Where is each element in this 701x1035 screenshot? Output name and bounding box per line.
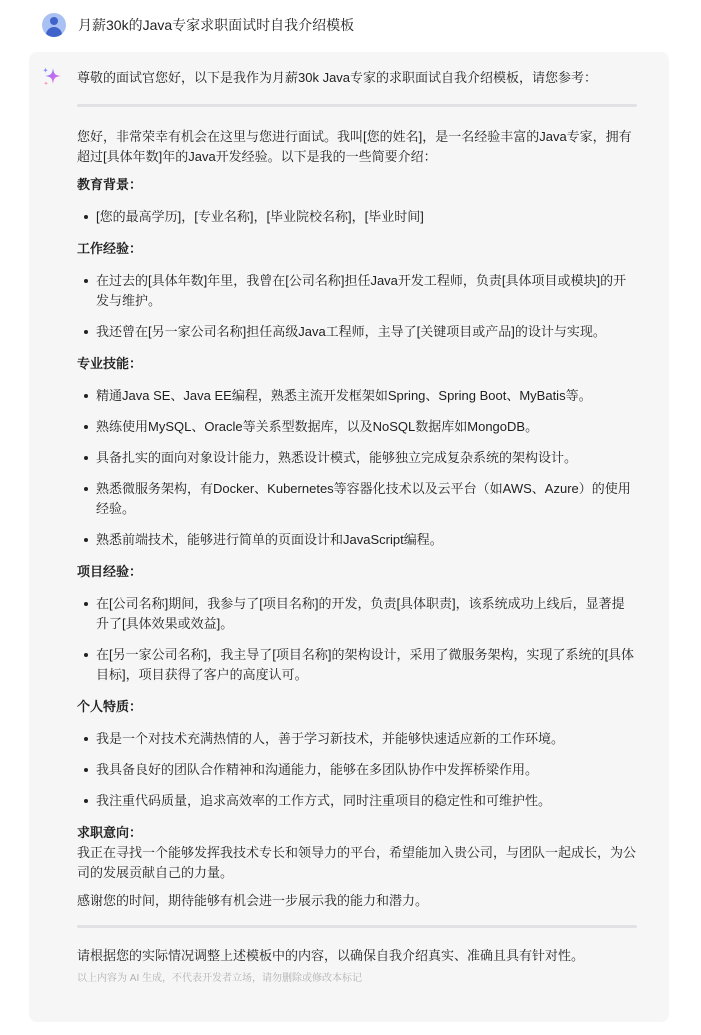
section-heading: 专业技能： [77,356,143,371]
bullet-list [77,594,637,685]
list-item: 熟悉前端技术，能够进行简单的页面设计和JavaScript编程。 [77,530,637,550]
section-experience [77,239,637,342]
list-item: 我是一个对技术充满热情的人，善于学习新技术，并能够快速适应新的工作环境。 [77,729,637,749]
list-item: 我具备良好的团队合作精神和沟通能力，能够在多团队协作中发挥桥梁作用。 [77,760,637,780]
answer-card [29,52,669,1022]
bullet-list [77,729,637,811]
list-item: 在[公司名称]期间，我参与了[项目名称]的开发，负责[具体职责]，该系统成功上线后，显著提升了[具体效果或效益]。 [77,594,637,634]
user-avatar [42,13,66,37]
section-heading: 工作经验： [77,241,143,256]
answer-intro: 尊敬的面试官您好，以下是我作为月薪30k Java专家的求职面试自我介绍模板，请您参考： [77,70,598,85]
list-item: 在过去的[具体年数]年里，我曾在[公司名称]担任Java开发工程师，负责[具体项目或模块]的开发与维护。 [77,271,637,311]
question-header [42,12,354,38]
opening-paragraph: 您好，非常荣幸有机会在这里与您进行面试。我叫[您的姓名]，是一名经验丰富的Java专家，拥有超过[具体年数]年的Java开发经验。以下是我的一些简要介绍： [77,129,632,164]
section-projects [77,562,637,685]
section-heading: 求职意向： [77,825,143,840]
ai-disclaimer: 以上内容为 AI 生成，不代表开发者立场，请勿删除或修改本标记 [77,973,363,984]
ai-sparkle-icon [41,66,63,88]
divider-top [77,104,637,107]
question-text: 月薪30k的Java专家求职面试时自我介绍模板 [78,17,355,33]
list-item: 具备扎实的面向对象设计能力，熟悉设计模式，能够独立完成复杂系统的架构设计。 [77,448,637,468]
section-heading: 教育背景： [77,177,143,192]
intent-text: 我正在寻找一个能够发挥我技术专长和领导力的平台，希望能加入贵公司，与团队一起成长，为公司的发展贡献自己的力量。 [77,845,637,880]
list-item: 熟练使用MySQL、Oracle等关系型数据库，以及NoSQL数据库如MongoDB。 [77,417,637,437]
bullet-list [77,207,637,227]
section-heading: 项目经验： [77,564,143,579]
list-item: [您的最高学历]，[专业名称]，[毕业院校名称]，[毕业时间] [77,207,637,227]
section-traits [77,697,637,811]
divider-bottom [77,925,637,928]
section-heading: 个人特质： [77,699,143,714]
adjust-note: 请根据您的实际情况调整上述模板中的内容，以确保自我介绍真实、准确且具有针对性。 [77,948,585,963]
list-item: 熟悉微服务架构，有Docker、Kubernetes等容器化技术以及云平台（如AWS、Azure）的使用经验。 [77,479,637,519]
answer-content [77,68,637,986]
list-item: 精通Java SE、Java EE编程，熟悉主流开发框架如Spring、Spring Boot、MyBatis等。 [77,386,637,406]
list-item: 我注重代码质量，追求高效率的工作方式，同时注重项目的稳定性和可维护性。 [77,791,637,811]
bullet-list [77,271,637,342]
list-item: 我还曾在[另一家公司名称]担任高级Java工程师，主导了[关键项目或产品]的设计与实现。 [77,322,637,342]
section-skills [77,354,637,550]
section-education [77,175,637,227]
bullet-list [77,386,637,550]
list-item: 在[另一家公司名称]，我主导了[项目名称]的架构设计，采用了微服务架构，实现了系统的[具体目标]，项目获得了客户的高度认可。 [77,645,637,685]
closing-paragraph: 感谢您的时间，期待能够有机会进一步展示我的能力和潜力。 [77,893,429,908]
section-intent [77,823,637,883]
